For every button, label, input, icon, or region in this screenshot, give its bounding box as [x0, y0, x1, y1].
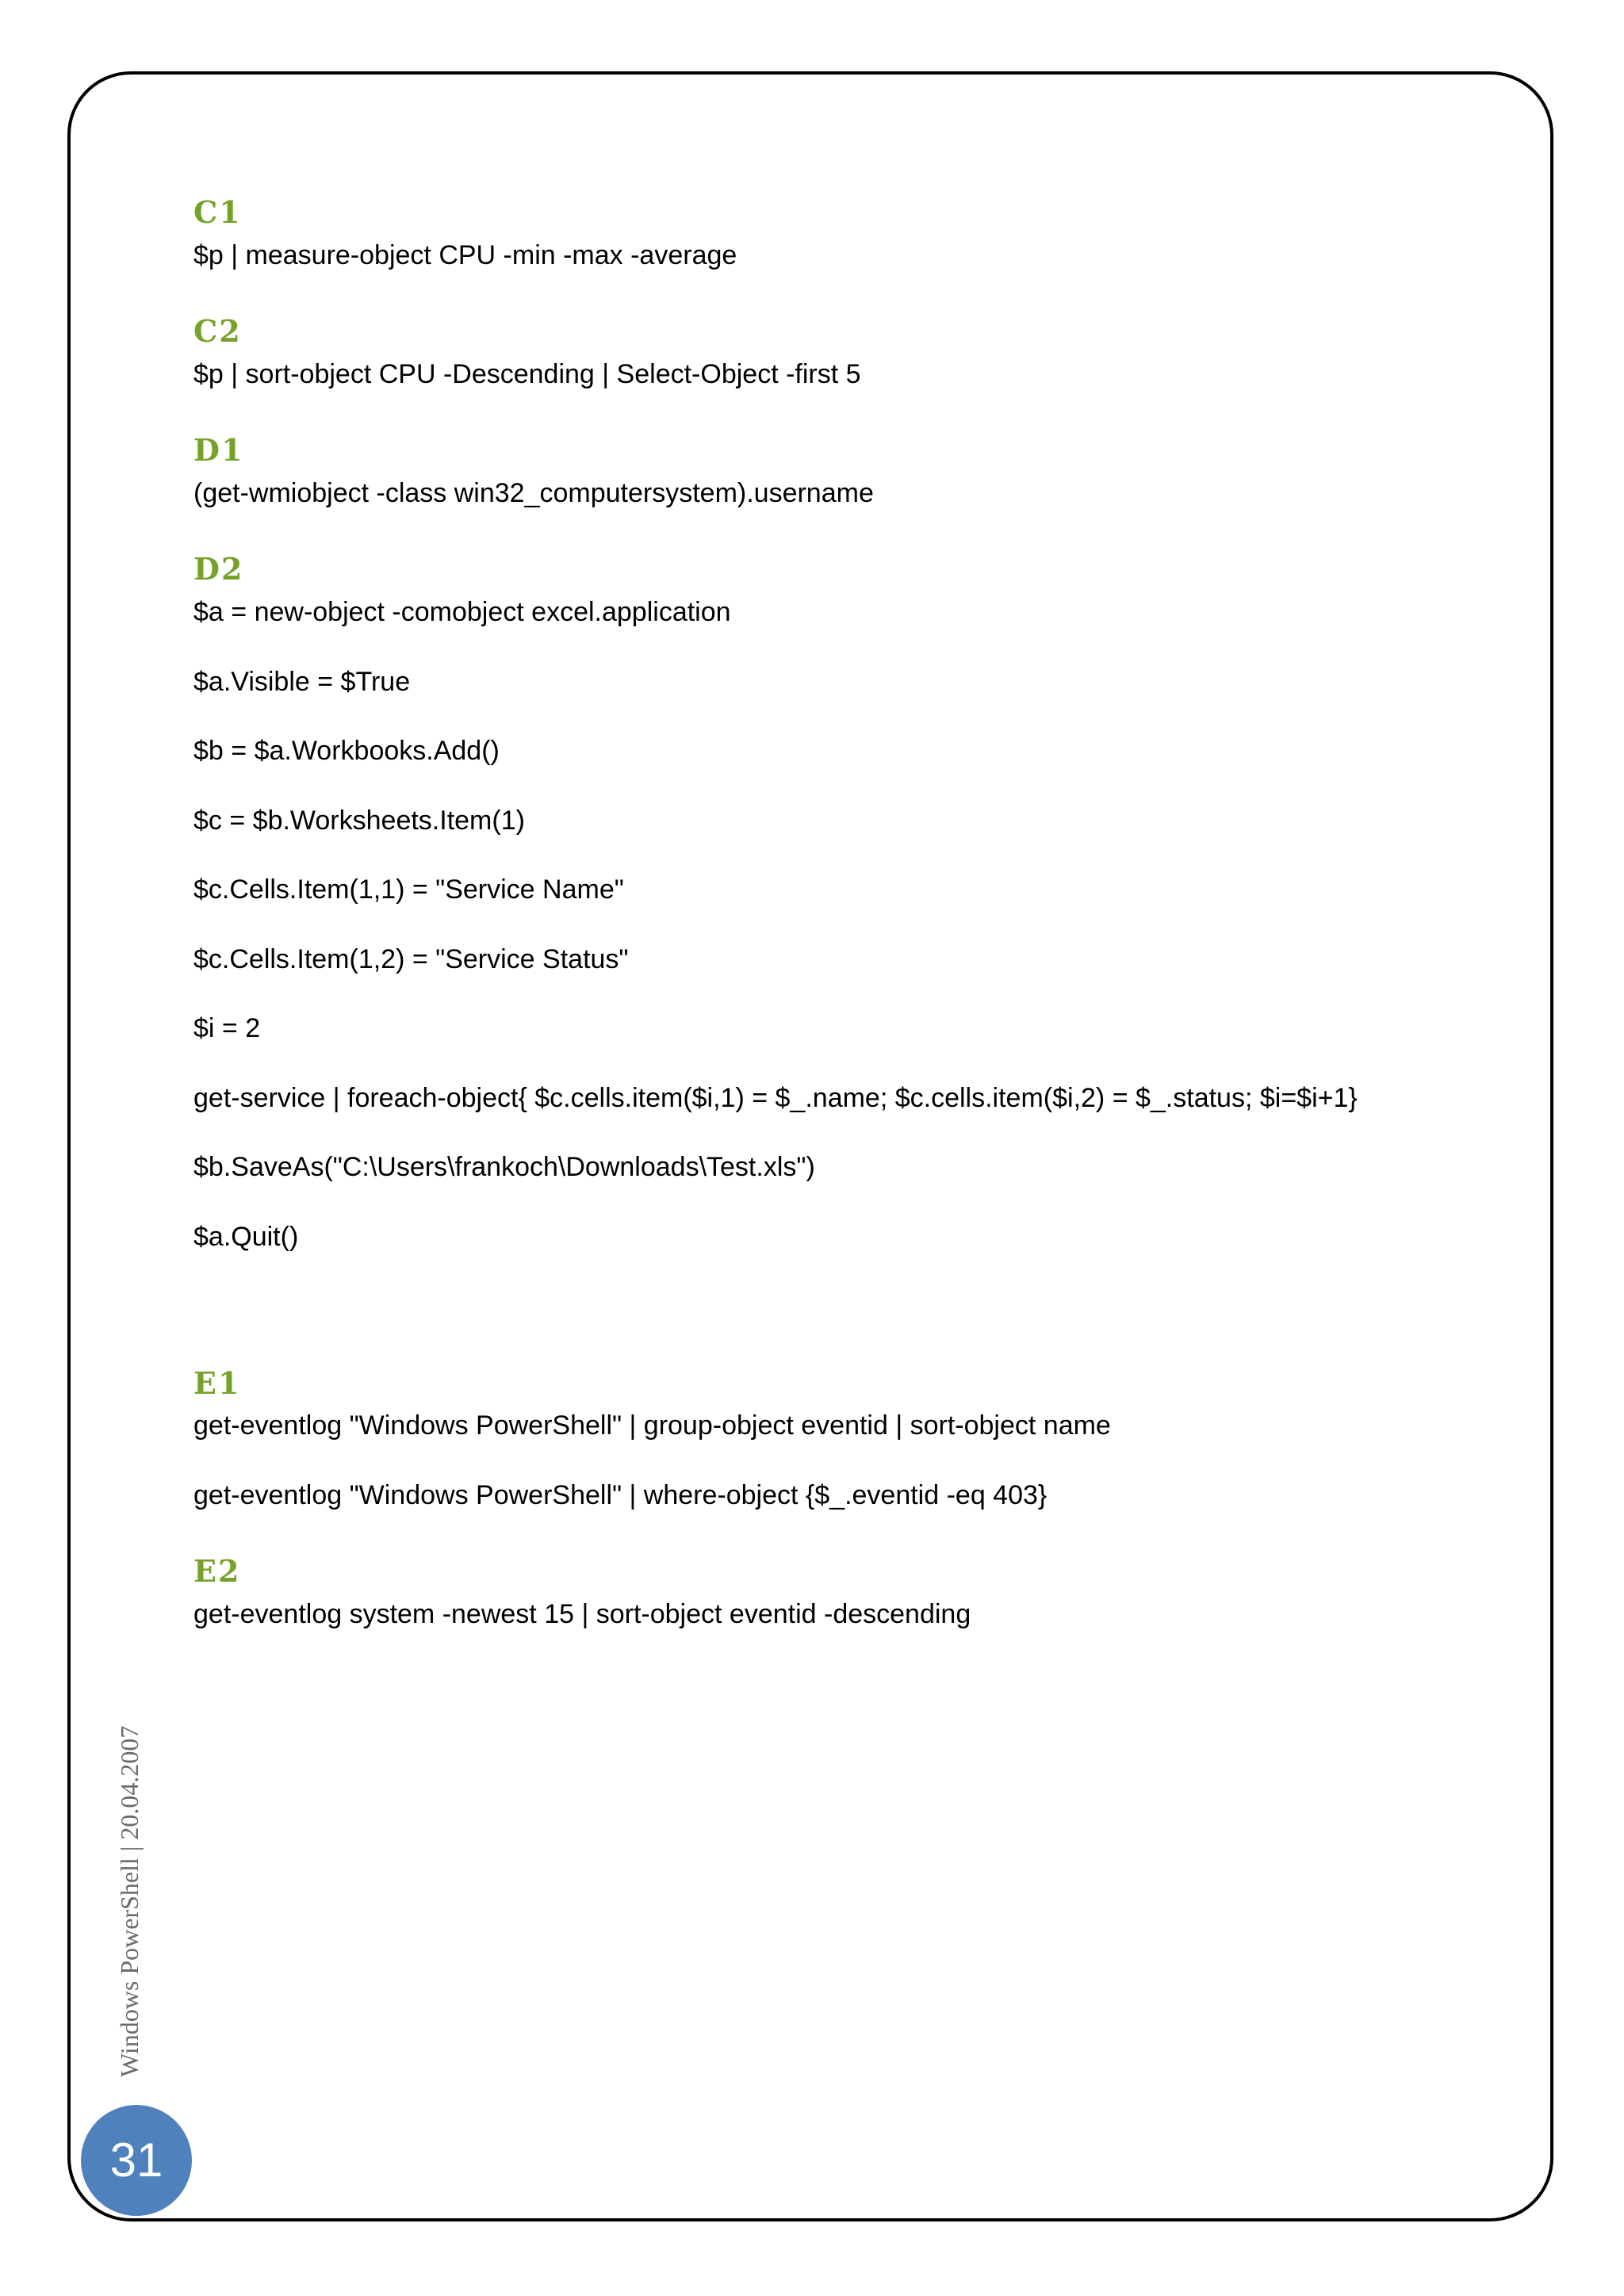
code-line: get-service | foreach-object{ $c.cells.item($i,1) = $_.name; $c.cells.item($i,2) = $_.status; $i=$i+1}	[193, 1083, 1358, 1113]
code-line: $p | sort-object CPU -Descending | Select-Object -first 5	[193, 359, 861, 389]
code-line: $a.Quit()	[193, 1222, 299, 1252]
page-number-badge	[81, 2105, 192, 2216]
code-line: $b = $a.Workbooks.Add()	[193, 736, 500, 766]
side-caption: Windows PowerShell | 20.04.2007	[115, 1725, 144, 2077]
section-heading: C1	[193, 194, 242, 230]
code-line: $c.Cells.Item(1,2) = "Service Status"	[193, 944, 629, 974]
section-heading: E2	[193, 1553, 241, 1589]
page-border	[67, 71, 1553, 2221]
section-heading: C2	[193, 313, 242, 349]
code-line: $i = 2	[193, 1013, 261, 1043]
section-heading: D1	[193, 432, 244, 468]
code-line: $b.SaveAs("C:\Users\frankoch\Downloads\Test.xls")	[193, 1152, 815, 1182]
code-line: $a = new-object -comobject excel.application	[193, 597, 731, 627]
code-line: $c.Cells.Item(1,1) = "Service Name"	[193, 874, 624, 905]
section-heading: D2	[193, 551, 244, 587]
code-line: $c = $b.Worksheets.Item(1)	[193, 806, 525, 836]
code-line: $p | measure-object CPU -min -max -average	[193, 240, 737, 270]
code-line: (get-wmiobject -class win32_computersystem).username	[193, 478, 874, 508]
page-number: 31	[109, 2133, 163, 2187]
code-line: get-eventlog "Windows PowerShell" | group-object eventid | sort-object name	[193, 1410, 1111, 1441]
code-line: get-eventlog "Windows PowerShell" | where-object {$_.eventid -eq 403}	[193, 1480, 1048, 1510]
code-line: get-eventlog system -newest 15 | sort-object eventid -descending	[193, 1599, 971, 1629]
section-heading: E1	[193, 1365, 241, 1401]
code-line: $a.Visible = $True	[193, 667, 411, 697]
